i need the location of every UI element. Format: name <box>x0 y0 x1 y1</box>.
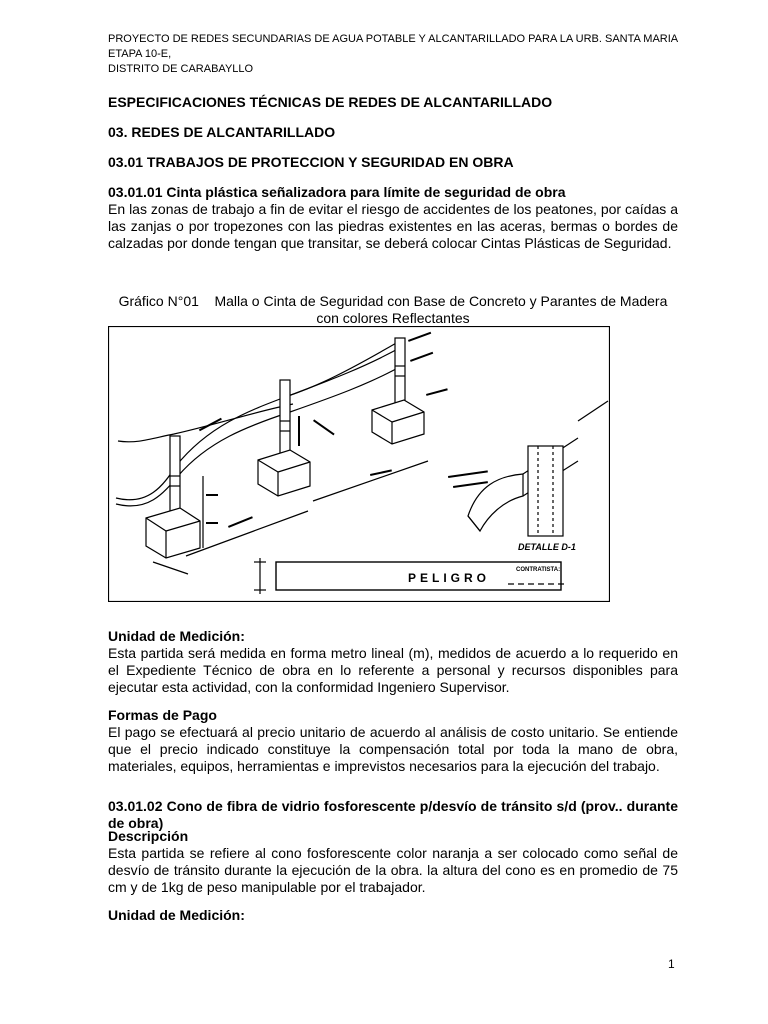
sign-text: PELIGRO <box>408 571 491 585</box>
descripcion-heading: Descripción <box>108 828 189 844</box>
safety-tape-illustration <box>108 326 610 602</box>
figure-caption <box>108 293 678 327</box>
item1-heading: 03.01.01 Cinta plástica señalizadora para límite de seguridad de obra <box>108 184 566 200</box>
item2-body: Esta partida se refiere al cono fosforescente color naranja a ser colocado como señal de desvío de tránsito durante la ejecución de la obra. la altura del cono es en promedio de 75 cm y de 1kg de peso manipulable por el trabajador. <box>108 845 678 895</box>
figure-caption-line-2: con colores Reflectantes <box>316 310 470 326</box>
header-line-1: PROYECTO DE REDES SECUNDARIAS DE AGUA POTABLE Y ALCANTARILLADO PARA LA URB. SANTA MARIA ETAPA 10-E, <box>108 33 678 60</box>
item2-heading: 03.01.02 Cono de fibra de vidrio fosforescente p/desvío de tránsito s/d (prov.. durante de obra) <box>108 798 678 831</box>
contratista-label: CONTRATISTA: <box>516 567 561 573</box>
formas-pago-body: El pago se efectuará al precio unitario de acuerdo al análisis de costo unitario. Se entiende que el precio indicado constituye la compensación total por toda la mano de obra, materiales, equipos, herramientas e imprevistos necesarios para la ejecución del trabajo. <box>108 724 678 774</box>
figure-caption-line-1: Gráfico N°01 Malla o Cinta de Seguridad con Base de Concreto y Parantes de Madera <box>118 293 668 309</box>
safety-tape-drawing <box>108 326 610 602</box>
unidad-medicion-heading: Unidad de Medición: <box>108 628 245 644</box>
document-title: ESPECIFICACIONES TÉCNICAS DE REDES DE ALCANTARILLADO <box>108 94 553 110</box>
section-heading: 03. REDES DE ALCANTARILLADO <box>108 124 336 140</box>
detail-label: DETALLE D-1 <box>518 542 576 552</box>
header-line-2: DISTRITO DE CARABAYLLO <box>108 63 254 75</box>
page-number: 1 <box>668 957 675 971</box>
subsection-heading: 03.01 TRABAJOS DE PROTECCION Y SEGURIDAD EN OBRA <box>108 154 514 170</box>
item1-body: En las zonas de trabajo a fin de evitar el riesgo de accidentes de los peatones, por caídas a las zanjas o por tropezones con las piedras existentes en las aceras, bermas o bordes de calzadas por donde tengan que transitar, se deberá colocar Cintas Plásticas de Seguridad. <box>108 201 678 251</box>
page-header <box>108 32 688 77</box>
unidad-medicion-body: Esta partida será medida en forma metro lineal (m), medidos de acuerdo a lo requerido en el Expediente Técnico de obra en lo referente a personal y recursos disponibles para ejecutar esta actividad, con la conformidad Ingeniero Supervisor. <box>108 645 678 695</box>
formas-pago-heading: Formas de Pago <box>108 707 217 723</box>
unidad-medicion-2-heading: Unidad de Medición: <box>108 907 245 923</box>
